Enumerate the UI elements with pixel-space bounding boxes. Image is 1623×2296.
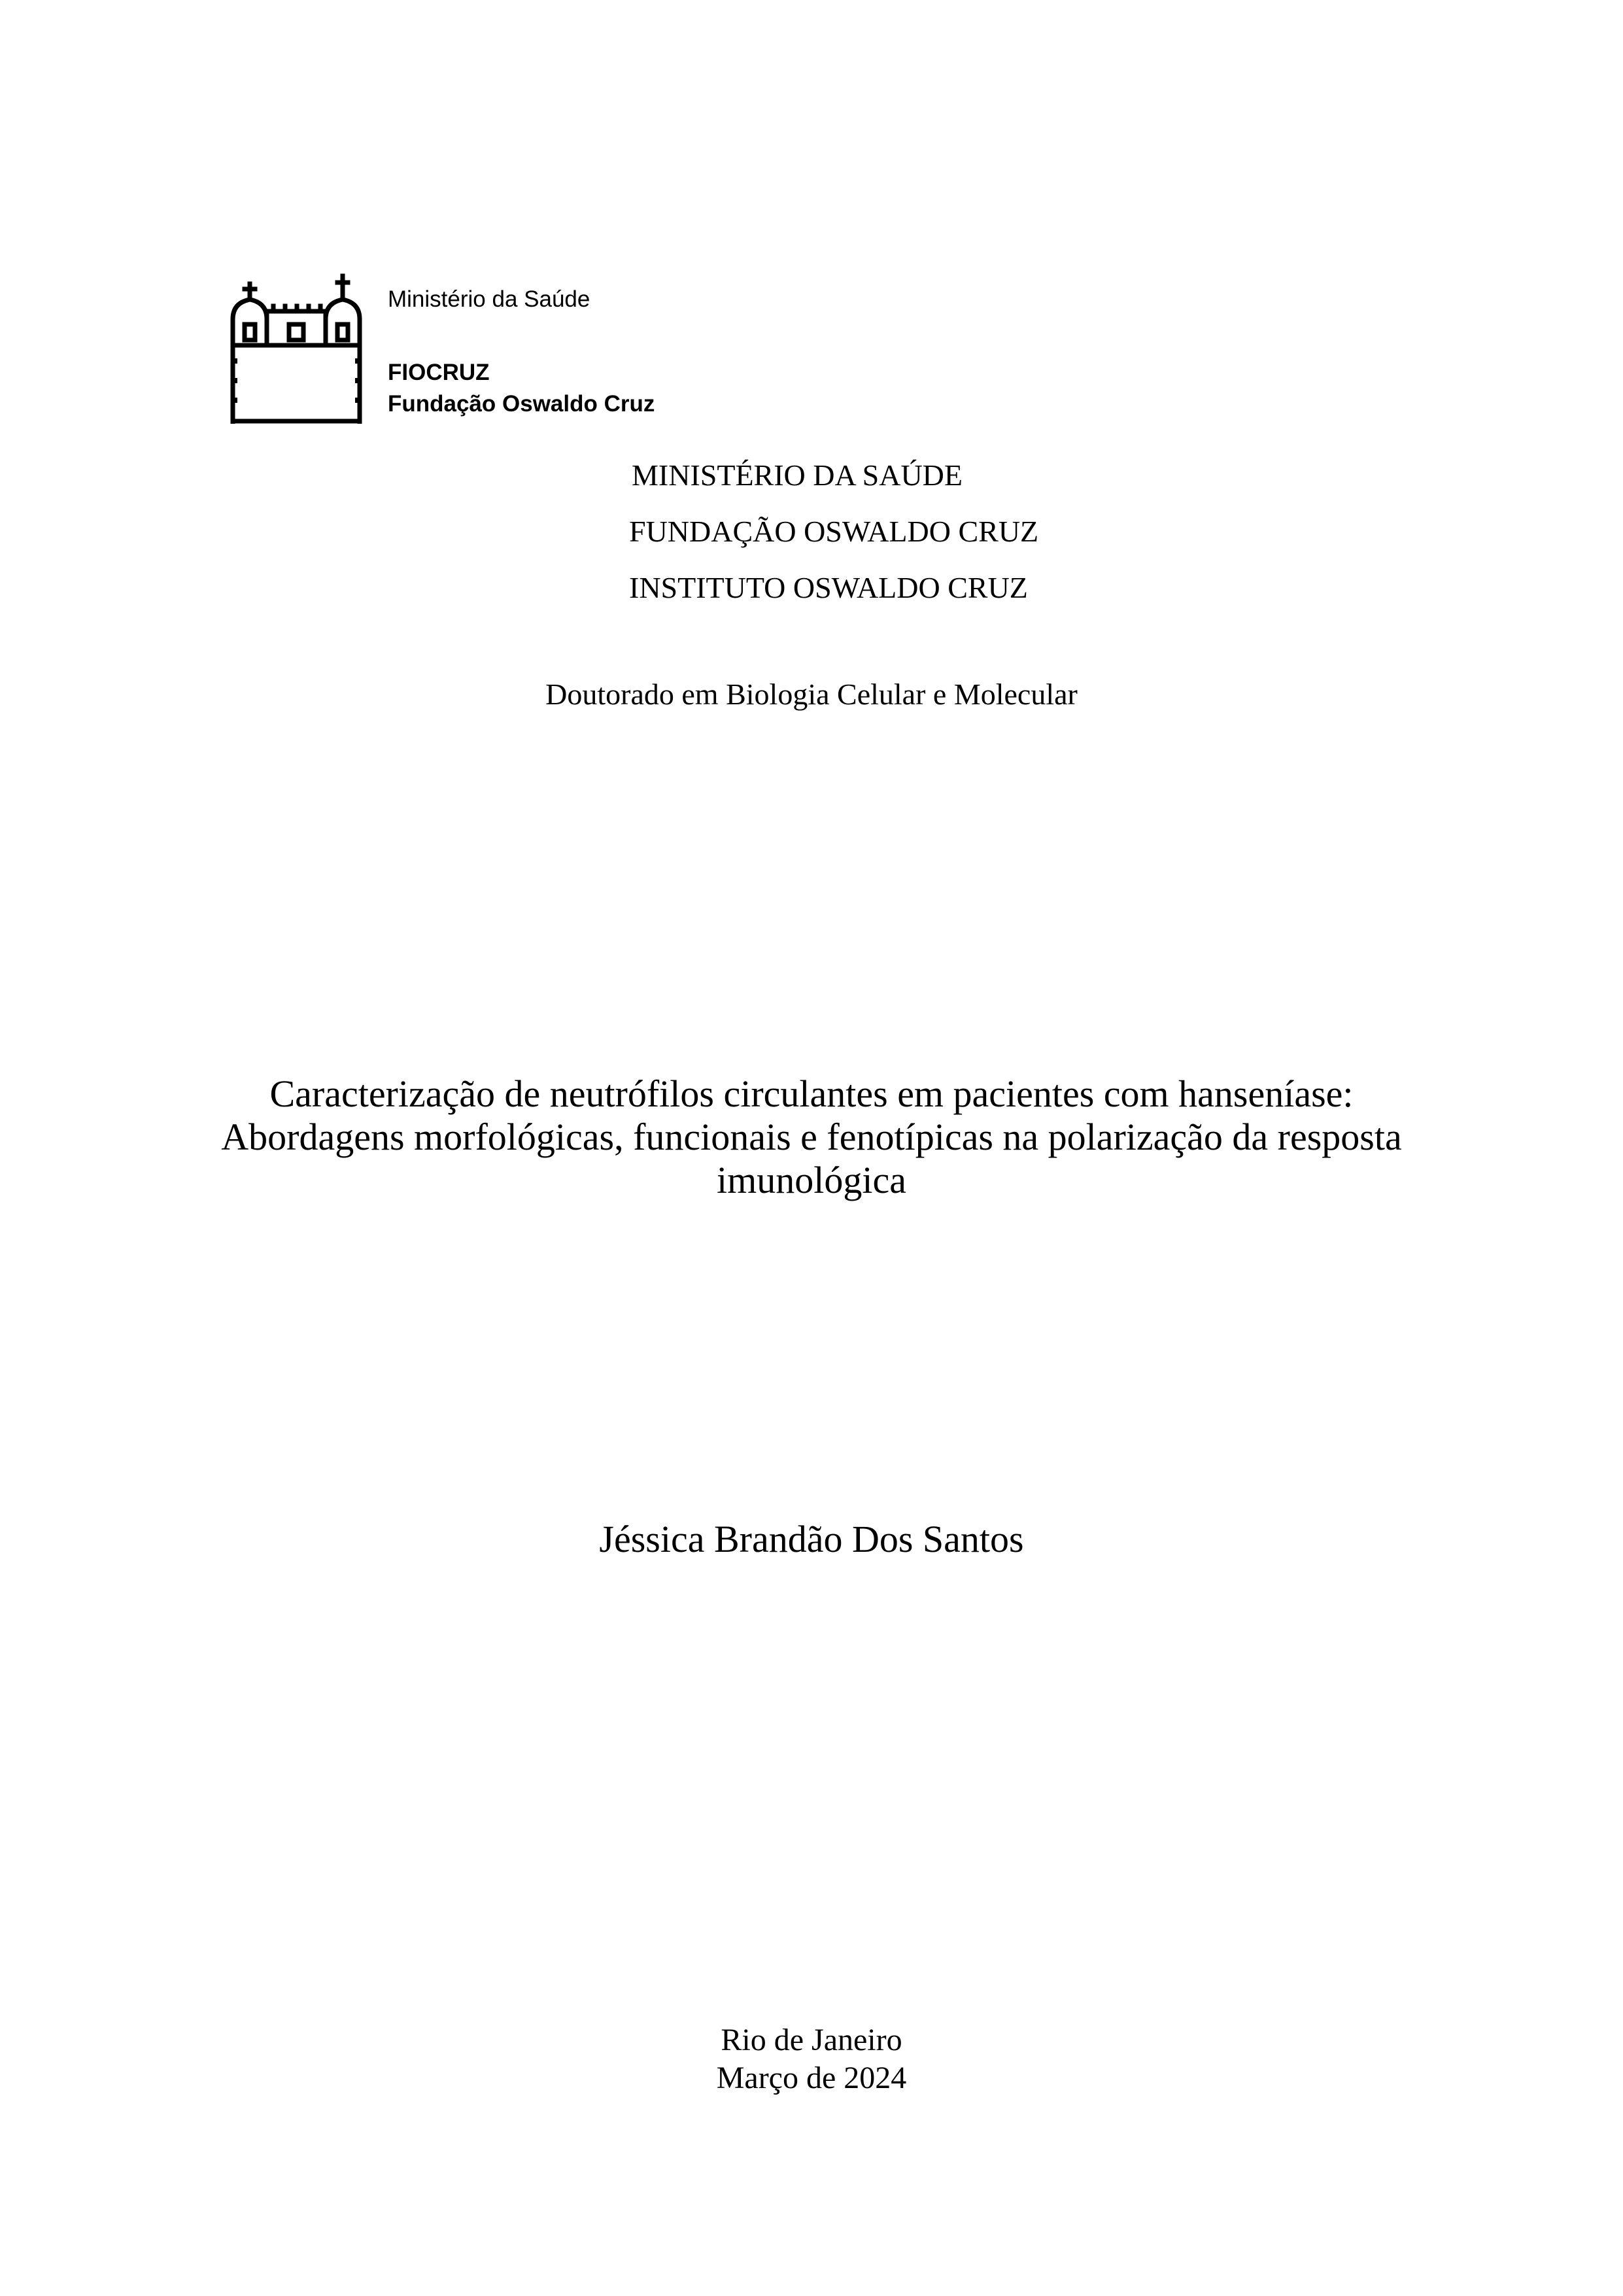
header-ministry: MINISTÉRIO DA SAÚDE [632,458,963,492]
logo-fiocruz-text: FIOCRUZ [388,360,490,385]
date: Março de 2024 [716,2061,907,2095]
fiocruz-castle-icon [229,273,364,424]
title-line-3: imunológica [717,1159,906,1201]
program-name: Doutorado em Biologia Celular e Molecular [545,677,1078,711]
thesis-title [196,1072,1427,1202]
header-institute: INSTITUTO OSWALDO CRUZ [629,571,1028,604]
title-line-1: Caracterização de neutrófilos circulantes em pacientes com hanseníase: [269,1072,1354,1115]
logo-ministry-text: Ministério da Saúde [388,286,590,312]
author-name: Jéssica Brandão Dos Santos [599,1518,1024,1560]
header-foundation: FUNDAÇÃO OSWALDO CRUZ [629,515,1039,548]
place: Rio de Janeiro [721,2023,902,2057]
institution-logo [229,273,726,424]
title-line-2: Abordagens morfológicas, funcionais e fenotípicas na polarização da resposta [221,1116,1402,1158]
logo-foundation-text: Fundação Oswaldo Cruz [388,391,655,417]
